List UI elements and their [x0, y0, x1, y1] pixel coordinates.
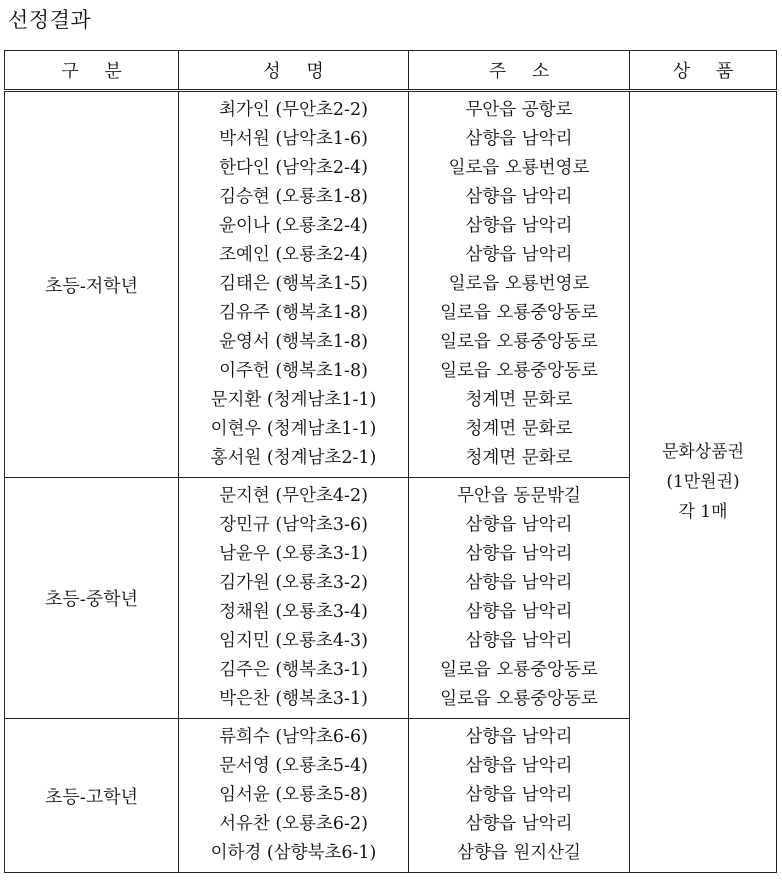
header-prize: 상 품	[630, 51, 777, 91]
winner-name: 이현우 (청계남초1-1)	[210, 419, 377, 439]
header-name: 성 명	[179, 51, 409, 91]
winner-address: 일로읍 오룡번영로	[448, 274, 590, 294]
winner-address: 삼향읍 남악리	[465, 756, 573, 776]
winner-name: 정채원 (오룡초3-4)	[219, 602, 368, 622]
winner-name: 김가원 (오룡초3-2)	[219, 573, 368, 593]
addresses-cell	[409, 91, 630, 478]
winner-address: 삼향읍 남악리	[465, 785, 573, 805]
winner-name: 장민규 (남악초3-6)	[219, 515, 368, 535]
winner-address: 삼향읍 남악리	[465, 602, 573, 622]
selection-results-table	[4, 50, 777, 873]
winner-address: 일로읍 오룡중앙동로	[440, 361, 598, 381]
winner-address: 삼향읍 남악리	[465, 544, 573, 564]
winner-address: 삼향읍 남악리	[465, 515, 573, 535]
winner-address: 청계면 문화로	[465, 390, 573, 410]
winner-address: 삼향읍 남악리	[465, 814, 573, 834]
winner-address: 청계면 문화로	[465, 448, 573, 468]
group-label: 초등-저학년	[5, 91, 179, 478]
header-address: 주 소	[409, 51, 630, 91]
winner-name: 문지현 (무안초4-2)	[219, 486, 368, 506]
winner-address: 삼향읍 남악리	[465, 129, 573, 149]
winner-name: 윤이나 (오룡초2-4)	[219, 216, 368, 236]
winner-name: 임서윤 (오룡초5-8)	[219, 785, 368, 805]
winner-name: 박서원 (남악초1-6)	[219, 129, 368, 149]
winner-name: 김주은 (행복초3-1)	[219, 660, 368, 680]
winner-name: 김유주 (행복초1-8)	[219, 303, 368, 323]
winner-name: 서유찬 (오룡초6-2)	[219, 814, 368, 834]
winner-address: 일로읍 오룡중앙동로	[440, 303, 598, 323]
winner-name: 윤영서 (행복초1-8)	[219, 332, 368, 352]
winner-address: 삼향읍 남악리	[465, 216, 573, 236]
winner-address: 삼향읍 남악리	[465, 573, 573, 593]
winner-address: 삼향읍 남악리	[465, 727, 573, 747]
winner-name: 남윤우 (오룡초3-1)	[219, 544, 368, 564]
page-title: 선정결과	[8, 8, 92, 32]
winner-address: 삼향읍 남악리	[465, 187, 573, 207]
names-cell	[179, 719, 409, 873]
winner-name: 류희수 (남악초6-6)	[219, 727, 368, 747]
winner-name: 임지민 (오룡초4-3)	[219, 631, 368, 651]
prize-line: 각 1매	[678, 502, 728, 522]
prize-cell	[630, 91, 777, 873]
addresses-cell	[409, 478, 630, 719]
addresses-cell	[409, 719, 630, 873]
winner-name: 문지환 (청계남초1-1)	[210, 390, 377, 410]
names-cell	[179, 91, 409, 478]
winner-name: 김태은 (행복초1-5)	[219, 274, 368, 294]
winner-name: 한다인 (남악초2-4)	[219, 158, 368, 178]
winner-address: 일로읍 오룡중앙동로	[440, 689, 598, 709]
winner-address: 삼향읍 남악리	[465, 245, 573, 265]
winner-name: 김승현 (오룡초1-8)	[219, 187, 368, 207]
winner-address: 무안읍 공항로	[465, 100, 573, 120]
prize-line: (1만원권)	[666, 472, 740, 492]
header-group: 구 분	[5, 51, 179, 91]
names-cell	[179, 478, 409, 719]
winner-address: 일로읍 오룡중앙동로	[440, 332, 598, 352]
group-label: 초등-고학년	[5, 719, 179, 873]
winner-name: 홍서원 (청계남초2-1)	[210, 448, 377, 468]
winner-name: 이하경 (삼향북초6-1)	[210, 843, 377, 863]
winner-name: 이주헌 (행복초1-8)	[219, 361, 368, 381]
winner-name: 조예인 (오룡초2-4)	[219, 245, 368, 265]
winner-name: 박은찬 (행복초3-1)	[219, 689, 368, 709]
winner-address: 삼향읍 원지산길	[457, 843, 581, 863]
winner-address: 일로읍 오룡번영로	[448, 158, 590, 178]
group-row-lower-grades	[5, 91, 777, 478]
winner-address: 일로읍 오룡중앙동로	[440, 660, 598, 680]
winner-address: 삼향읍 남악리	[465, 631, 573, 651]
winner-name: 문서영 (오룡초5-4)	[219, 756, 368, 776]
table-header-row	[5, 51, 777, 91]
winner-name: 최가인 (무안초2-2)	[219, 100, 368, 120]
group-label: 초등-중학년	[5, 478, 179, 719]
winner-address: 청계면 문화로	[465, 419, 573, 439]
winner-address: 무안읍 동문밖길	[457, 486, 581, 506]
prize-line: 문화상품권	[661, 442, 745, 462]
